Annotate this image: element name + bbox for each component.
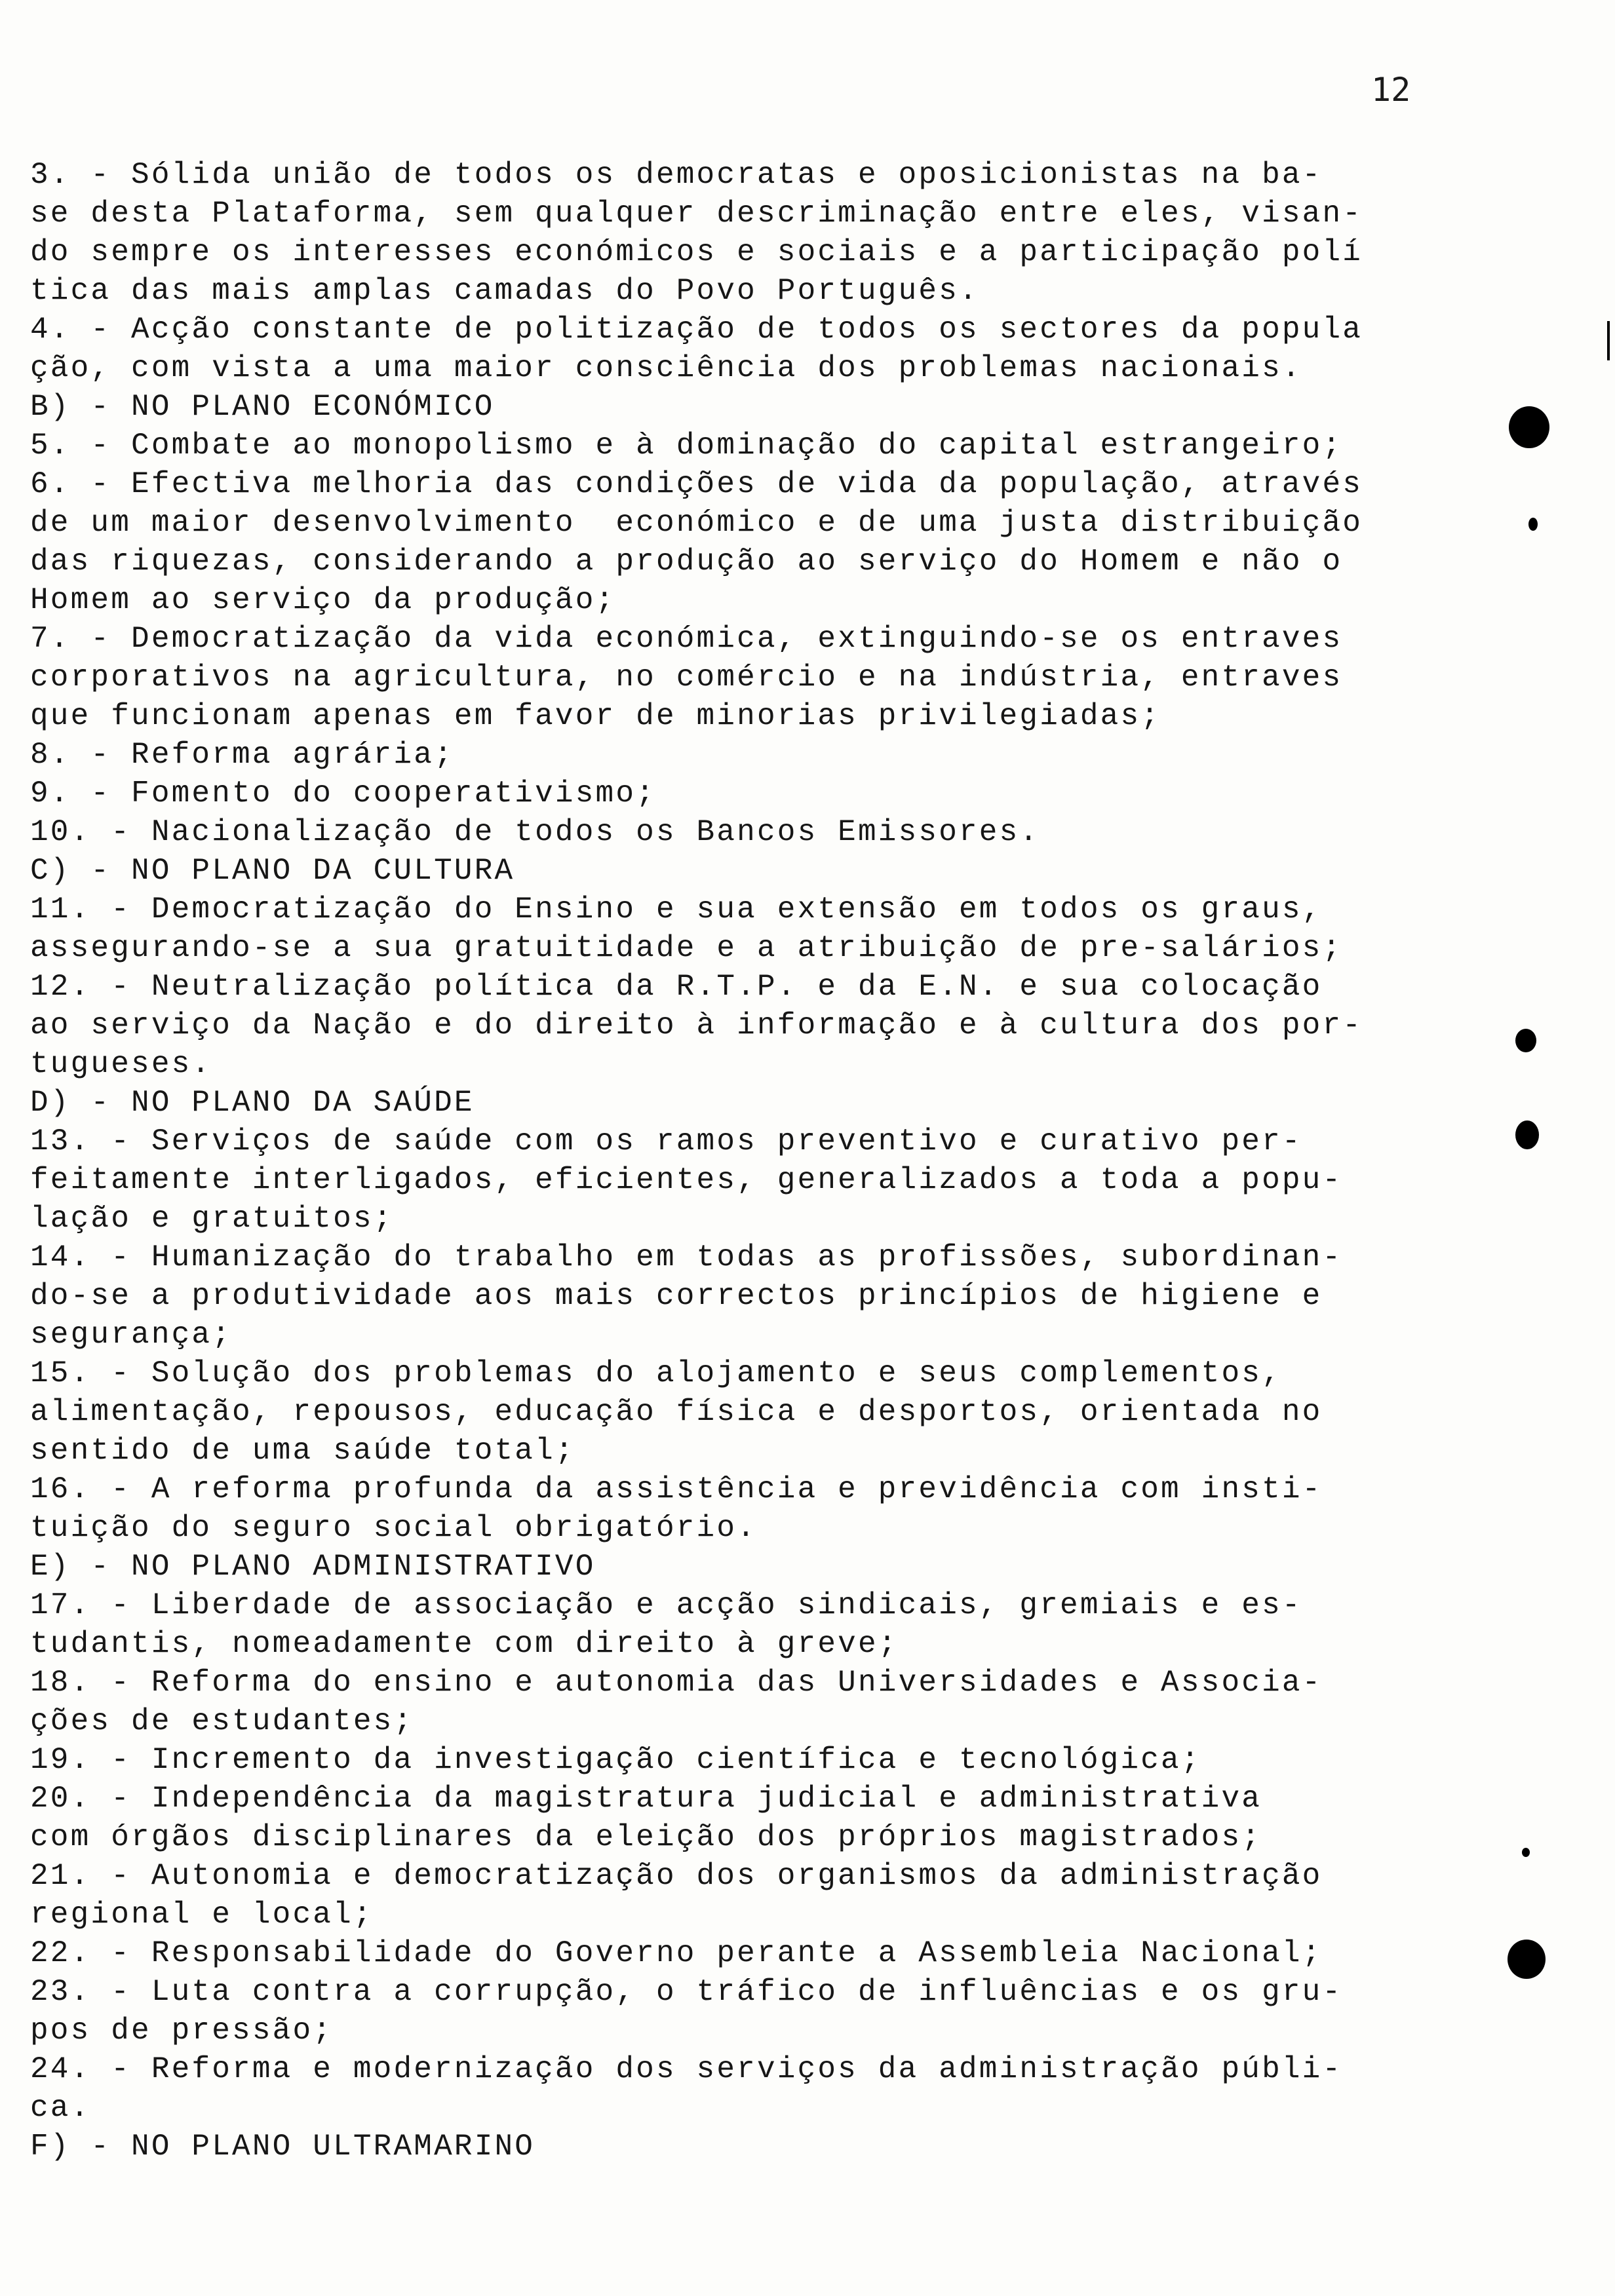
text-line: B) - NO PLANO ECONÓMICO	[30, 390, 495, 424]
text-line: E) - NO PLANO ADMINISTRATIVO	[30, 1550, 596, 1584]
text-line: ca.	[30, 2091, 91, 2125]
punch-hole-2	[1528, 518, 1538, 531]
text-line: 11. - Democratização do Ensino e sua extensão em todos os graus,	[30, 892, 1323, 927]
text-line: sentido de uma saúde total;	[30, 1434, 575, 1468]
text-line: assegurando-se a sua gratuitidade e a atribuição de pre-salários;	[30, 931, 1343, 965]
text-line: tudantis, nomeadamente com direito à greve;	[30, 1627, 899, 1661]
punch-hole-4	[1515, 1120, 1539, 1149]
text-line: ções de estudantes;	[30, 1704, 414, 1738]
text-line: 21. - Autonomia e democratização dos organismos da administração	[30, 1859, 1323, 1893]
punch-hole-6	[1508, 1940, 1546, 1979]
text-line: 19. - Incremento da investigação científica e tecnológica;	[30, 1743, 1201, 1777]
text-line: que funcionam apenas em favor de minorias privilegiadas;	[30, 699, 1161, 733]
text-line: 4. - Acção constante de politização de todos os sectores da popula	[30, 313, 1363, 347]
text-line: feitamente interligados, eficientes, generalizados a toda a popu-	[30, 1163, 1343, 1197]
text-line: 15. - Solução dos problemas do alojamento e seus complementos,	[30, 1356, 1282, 1390]
text-line: 23. - Luta contra a corrupção, o tráfico de influências e os gru-	[30, 1975, 1343, 2009]
text-line: do-se a produtividade aos mais correctos princípios de higiene e	[30, 1279, 1323, 1313]
text-line: de um maior desenvolvimento económico e de uma justa distribuição	[30, 506, 1363, 540]
text-line: regional e local;	[30, 1898, 374, 1932]
text-line: 18. - Reforma do ensino e autonomia das Universidades e Associa-	[30, 1666, 1323, 1700]
text-line: pos de pressão;	[30, 2014, 334, 2048]
text-line: do sempre os interesses económicos e sociais e a participação polí	[30, 235, 1363, 269]
text-line: ao serviço da Nação e do direito à informação e à cultura dos por-	[30, 1008, 1363, 1043]
text-line: 24. - Reforma e modernização dos serviços da administração públi-	[30, 2052, 1343, 2086]
text-line: se desta Plataforma, sem qualquer descriminação entre eles, visan-	[30, 197, 1363, 231]
text-line: ção, com vista a uma maior consciência dos problemas nacionais.	[30, 351, 1302, 385]
text-line: Homem ao serviço da produção;	[30, 583, 616, 617]
text-line: das riquezas, considerando a produção ao serviço do Homem e não o	[30, 545, 1343, 579]
text-line: com órgãos disciplinares da eleição dos próprios magistrados;	[30, 1820, 1262, 1854]
text-line: lação e gratuitos;	[30, 1202, 394, 1236]
text-line: D) - NO PLANO DA SAÚDE	[30, 1086, 475, 1120]
text-line: tuição do seguro social obrigatório.	[30, 1511, 757, 1545]
text-line: tugueses.	[30, 1047, 212, 1081]
text-line: 5. - Combate ao monopolismo e à dominação do capital estrangeiro;	[30, 429, 1343, 463]
text-line: 16. - A reforma profunda da assistência e previdência com insti-	[30, 1472, 1323, 1506]
text-line: 17. - Liberdade de associação e acção sindicais, gremiais e es-	[30, 1588, 1302, 1622]
punch-hole-5	[1522, 1848, 1530, 1857]
page-number: 12	[1371, 71, 1411, 109]
text-line: alimentação, repousos, educação física e desportos, orientada no	[30, 1395, 1323, 1429]
text-line: 20. - Independência da magistratura judicial e administrativa	[30, 1782, 1262, 1816]
typewritten-text-body	[30, 156, 1426, 2166]
text-line: tica das mais amplas camadas do Povo Português.	[30, 274, 979, 308]
text-line: 22. - Responsabilidade do Governo perante a Assembleia Nacional;	[30, 1936, 1323, 1970]
text-line: F) - NO PLANO ULTRAMARINO	[30, 2130, 535, 2164]
punch-hole-3	[1515, 1029, 1536, 1052]
margin-mark	[1607, 321, 1610, 360]
text-line: 12. - Neutralização política da R.T.P. e da E.N. e sua colocação	[30, 970, 1323, 1004]
text-line: 6. - Efectiva melhoria das condições de vida da população, através	[30, 467, 1363, 501]
text-line: segurança;	[30, 1318, 233, 1352]
text-line: 13. - Serviços de saúde com os ramos preventivo e curativo per-	[30, 1124, 1302, 1158]
text-line: 14. - Humanização do trabalho em todas as profissões, subordinan-	[30, 1240, 1343, 1274]
text-line: corporativos na agricultura, no comércio e na indústria, entraves	[30, 660, 1343, 695]
punch-hole-1	[1509, 406, 1549, 448]
text-line: 10. - Nacionalização de todos os Bancos Emissores.	[30, 815, 1040, 849]
text-line: 9. - Fomento do cooperativismo;	[30, 776, 656, 811]
text-line: 7. - Democratização da vida económica, extinguindo-se os entraves	[30, 622, 1343, 656]
text-line: 8. - Reforma agrária;	[30, 738, 454, 772]
text-line: C) - NO PLANO DA CULTURA	[30, 854, 515, 888]
text-line: 3. - Sólida união de todos os democratas e oposicionistas na ba-	[30, 158, 1323, 192]
